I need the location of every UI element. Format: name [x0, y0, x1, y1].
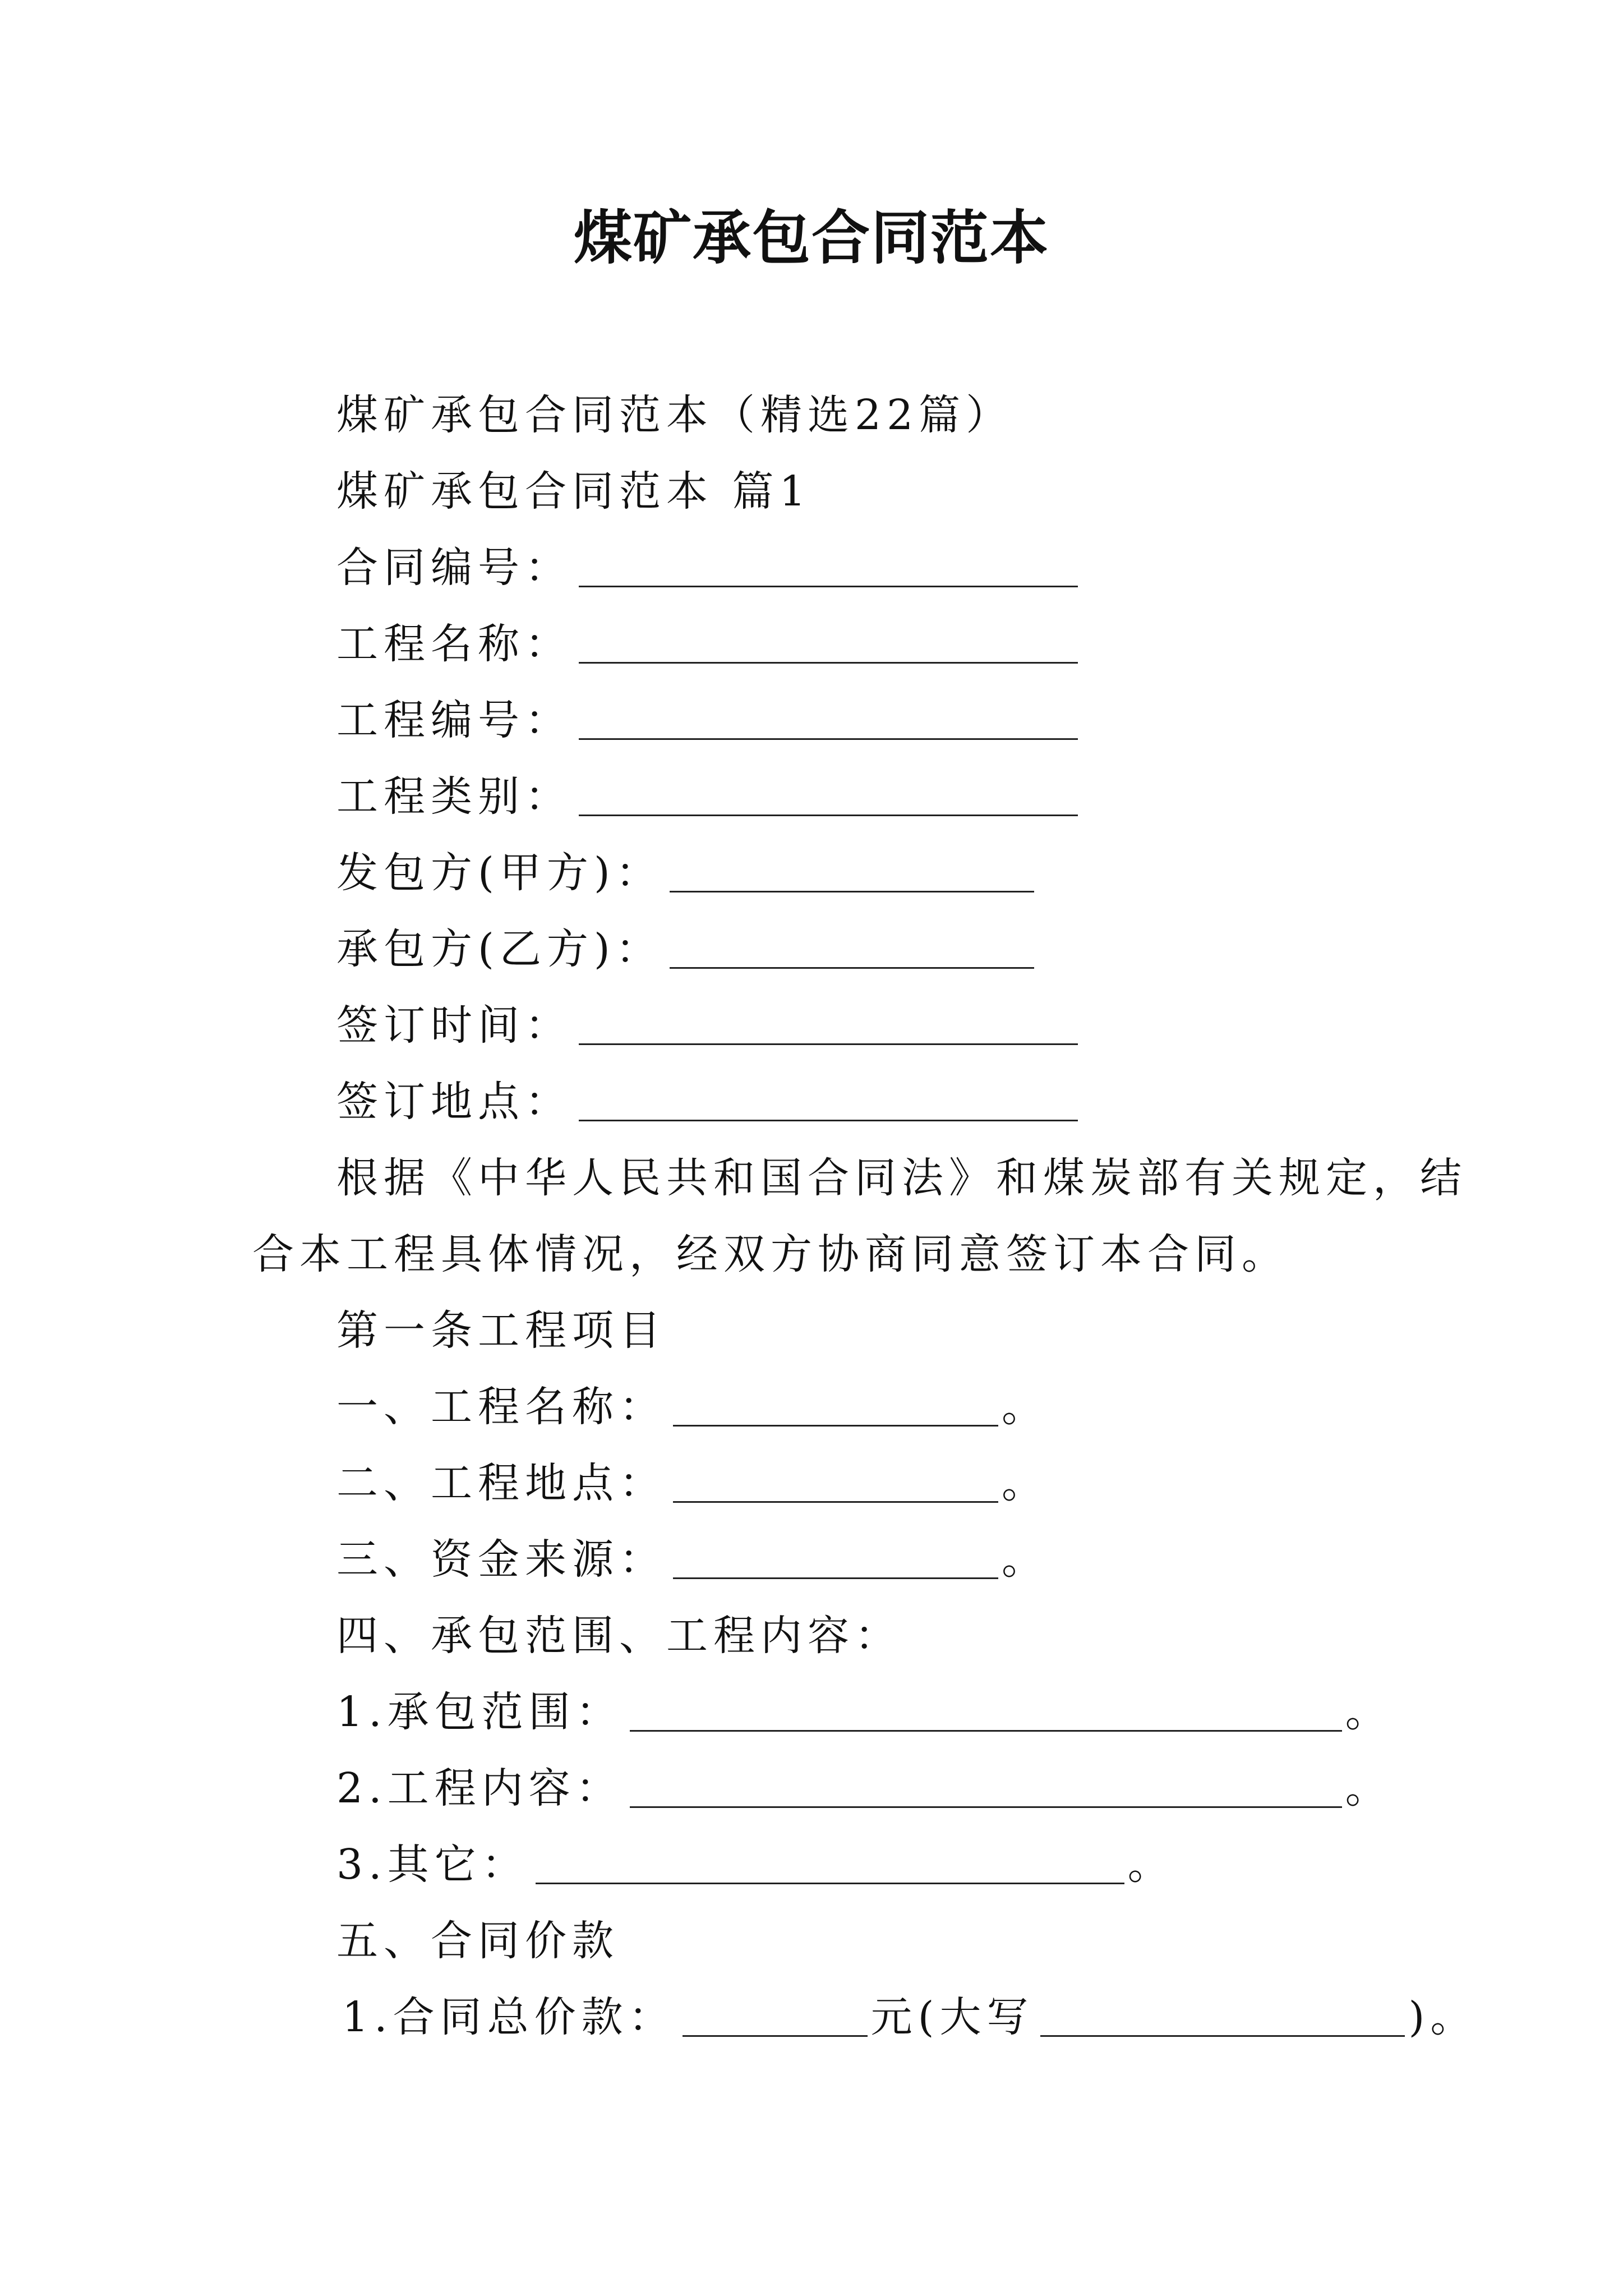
period: 。: [1002, 1383, 1049, 1431]
sub-item-other: [336, 1837, 1175, 1893]
field-label: 工程编号：: [336, 696, 572, 744]
fill-in-blank: [673, 1462, 998, 1503]
fill-in-blank: [630, 1767, 1342, 1808]
fill-in-blank: [579, 623, 1078, 664]
sub-item-scope: [336, 1684, 1393, 1740]
fill-in-blank: [630, 1691, 1342, 1732]
item-project-name: [336, 1379, 1049, 1435]
field-party-b: [336, 921, 1038, 977]
fill-in-blank: [670, 852, 1034, 892]
field-sign-place: [336, 1074, 1081, 1130]
field-label: 工程名称：: [336, 620, 572, 668]
fill-in-blank: [579, 775, 1078, 816]
section-heading: 煤矿承包合同范本 篇1: [336, 467, 811, 516]
price-end: )。: [1408, 1993, 1478, 2041]
fill-in-blank: [673, 1386, 998, 1427]
item-label: 2.工程内容：: [336, 1764, 623, 1812]
field-sign-time: [336, 997, 1081, 1053]
fill-in-blank: [536, 1843, 1124, 1884]
fill-in-blank: [579, 1004, 1078, 1045]
item-label: 1.合同总价款：: [342, 1993, 676, 2041]
period: 。: [1345, 1764, 1393, 1812]
field-project-number: [336, 692, 1081, 748]
fill-in-blank: [579, 1080, 1078, 1121]
fill-in-blank: [579, 699, 1078, 740]
item-label: 二、工程地点：: [336, 1459, 666, 1507]
document-subtitle: 煤矿承包合同范本（精选22篇）: [336, 391, 1013, 439]
intro-paragraph-line-1: 根据《中华人民共和国合同法》和煤炭部有关规定，结: [336, 1154, 1467, 1202]
price-line: [342, 1989, 1477, 2045]
field-label: 发包方(甲方)：: [336, 849, 663, 897]
fill-in-blank: [683, 1996, 868, 2037]
item-label: 3.其它：: [336, 1841, 529, 1889]
document-title: 煤矿承包合同范本: [573, 203, 1049, 272]
item-scope-content-heading: 四、承包范围、工程内容：: [336, 1612, 902, 1660]
field-label: 承包方(乙方)：: [336, 925, 663, 973]
field-project-name: [336, 616, 1081, 672]
price-unit: 元(大写: [870, 1993, 1034, 2041]
item-label: 一、工程名称：: [336, 1383, 666, 1431]
period: 。: [1345, 1688, 1393, 1736]
field-label: 合同编号：: [336, 544, 572, 592]
item-contract-price-heading: 五、合同价款: [336, 1917, 619, 1965]
sub-item-content: [336, 1760, 1393, 1816]
fill-in-blank: [579, 546, 1078, 587]
field-party-a: [336, 845, 1038, 901]
fill-in-blank: [670, 928, 1034, 969]
item-funding-source: [336, 1531, 1049, 1588]
field-label: 签订时间：: [336, 1001, 572, 1050]
field-label: 工程类别：: [336, 772, 572, 821]
intro-paragraph-line-2: 合本工程具体情况，经双方协商同意签订本合同。: [252, 1230, 1289, 1278]
fill-in-blank: [673, 1538, 998, 1579]
period: 。: [1002, 1535, 1049, 1584]
field-label: 签订地点：: [336, 1078, 572, 1126]
fill-in-blank: [1040, 1996, 1405, 2037]
field-contract-number: [336, 540, 1081, 596]
item-label: 1.承包范围：: [336, 1688, 623, 1736]
item-label: 三、资金来源：: [336, 1535, 666, 1584]
period: 。: [1002, 1459, 1049, 1507]
article-1-heading: 第一条工程项目: [336, 1306, 666, 1355]
field-project-category: [336, 769, 1081, 825]
item-project-location: [336, 1455, 1049, 1511]
period: 。: [1127, 1841, 1175, 1889]
